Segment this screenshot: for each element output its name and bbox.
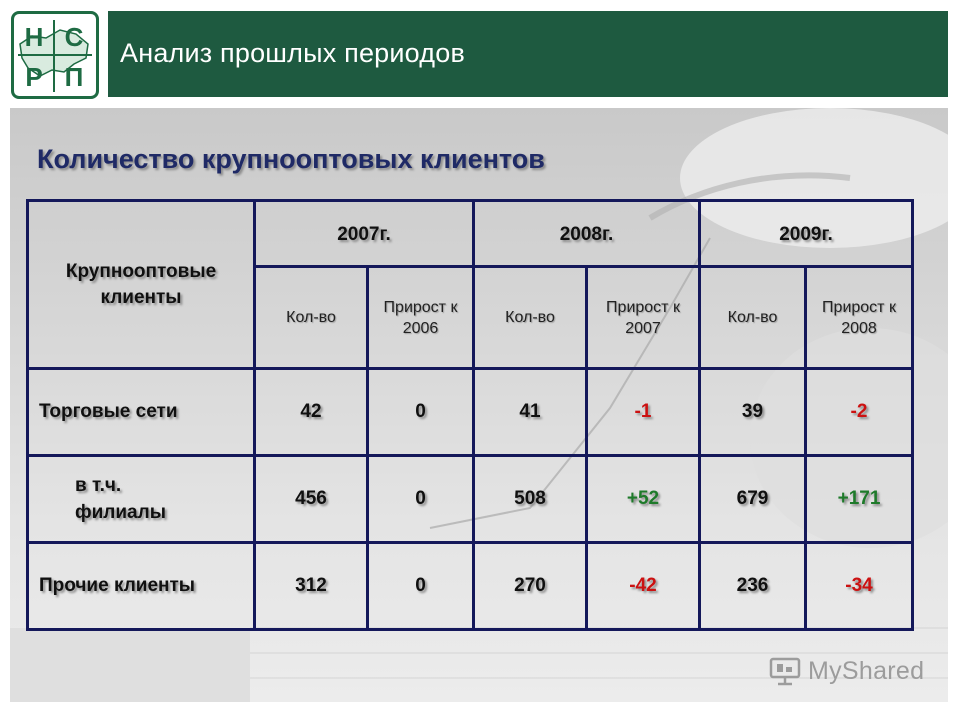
cell-value: +171 — [806, 456, 913, 543]
logo-letter-2: С — [64, 22, 84, 52]
cell-value: 236 — [700, 543, 806, 630]
cell-value: 0 — [368, 369, 474, 456]
cell-value: 0 — [368, 456, 474, 543]
subheader-count-2008: Кол-во — [474, 267, 587, 369]
cell-value: 679 — [700, 456, 806, 543]
cell-value: -1 — [587, 369, 700, 456]
watermark — [768, 656, 924, 686]
corner-label: Крупнооптовые клиенты — [65, 260, 217, 308]
year-header-2008: 2008г. — [474, 201, 700, 267]
cell-value: -42 — [587, 543, 700, 630]
corner-header — [28, 201, 255, 369]
cell-value: 456 — [255, 456, 368, 543]
year-header-2007: 2007г. — [255, 201, 474, 267]
row-label-branches: в т.ч. филиалы — [28, 456, 255, 543]
cell-value: 42 — [255, 369, 368, 456]
cell-value: 508 — [474, 456, 587, 543]
cell-value: -34 — [806, 543, 913, 630]
row-label-retail-chains: Торговые сети — [28, 369, 255, 456]
table-row — [28, 456, 913, 543]
table-heading: Количество крупнооптовых клиентов — [37, 144, 545, 174]
cell-value: 39 — [700, 369, 806, 456]
russia-map-icon — [14, 14, 96, 96]
subheader-growth-2007: Прирост к 2006 — [368, 267, 474, 369]
subheader-count-2009: Кол-во — [700, 267, 806, 369]
table-row — [28, 543, 913, 630]
slide-title: Анализ прошлых периодов — [120, 38, 466, 68]
cell-value: 312 — [255, 543, 368, 630]
subheader-growth-2009: Прирост к 2008 — [806, 267, 913, 369]
watermark-text: MyShared — [808, 656, 925, 685]
clients-table — [26, 199, 914, 631]
logo-letter-3: Р — [25, 62, 43, 92]
subheader-count-2007: Кол-во — [255, 267, 368, 369]
year-header-2009: 2009г. — [700, 201, 913, 267]
logo-letter-4: П — [64, 62, 84, 92]
subheader-growth-2008: Прирост к 2007 — [587, 267, 700, 369]
table-row — [28, 369, 913, 456]
cell-value: 0 — [368, 543, 474, 630]
presentation-icon — [768, 656, 802, 686]
row-label-other-clients: Прочие клиенты — [28, 543, 255, 630]
content-area — [10, 108, 948, 702]
company-logo — [11, 11, 99, 99]
title-bar — [108, 11, 948, 97]
logo-letter-1: Н — [24, 22, 44, 52]
cell-value: 41 — [474, 369, 587, 456]
cell-value: +52 — [587, 456, 700, 543]
cell-value: 270 — [474, 543, 587, 630]
cell-value: -2 — [806, 369, 913, 456]
